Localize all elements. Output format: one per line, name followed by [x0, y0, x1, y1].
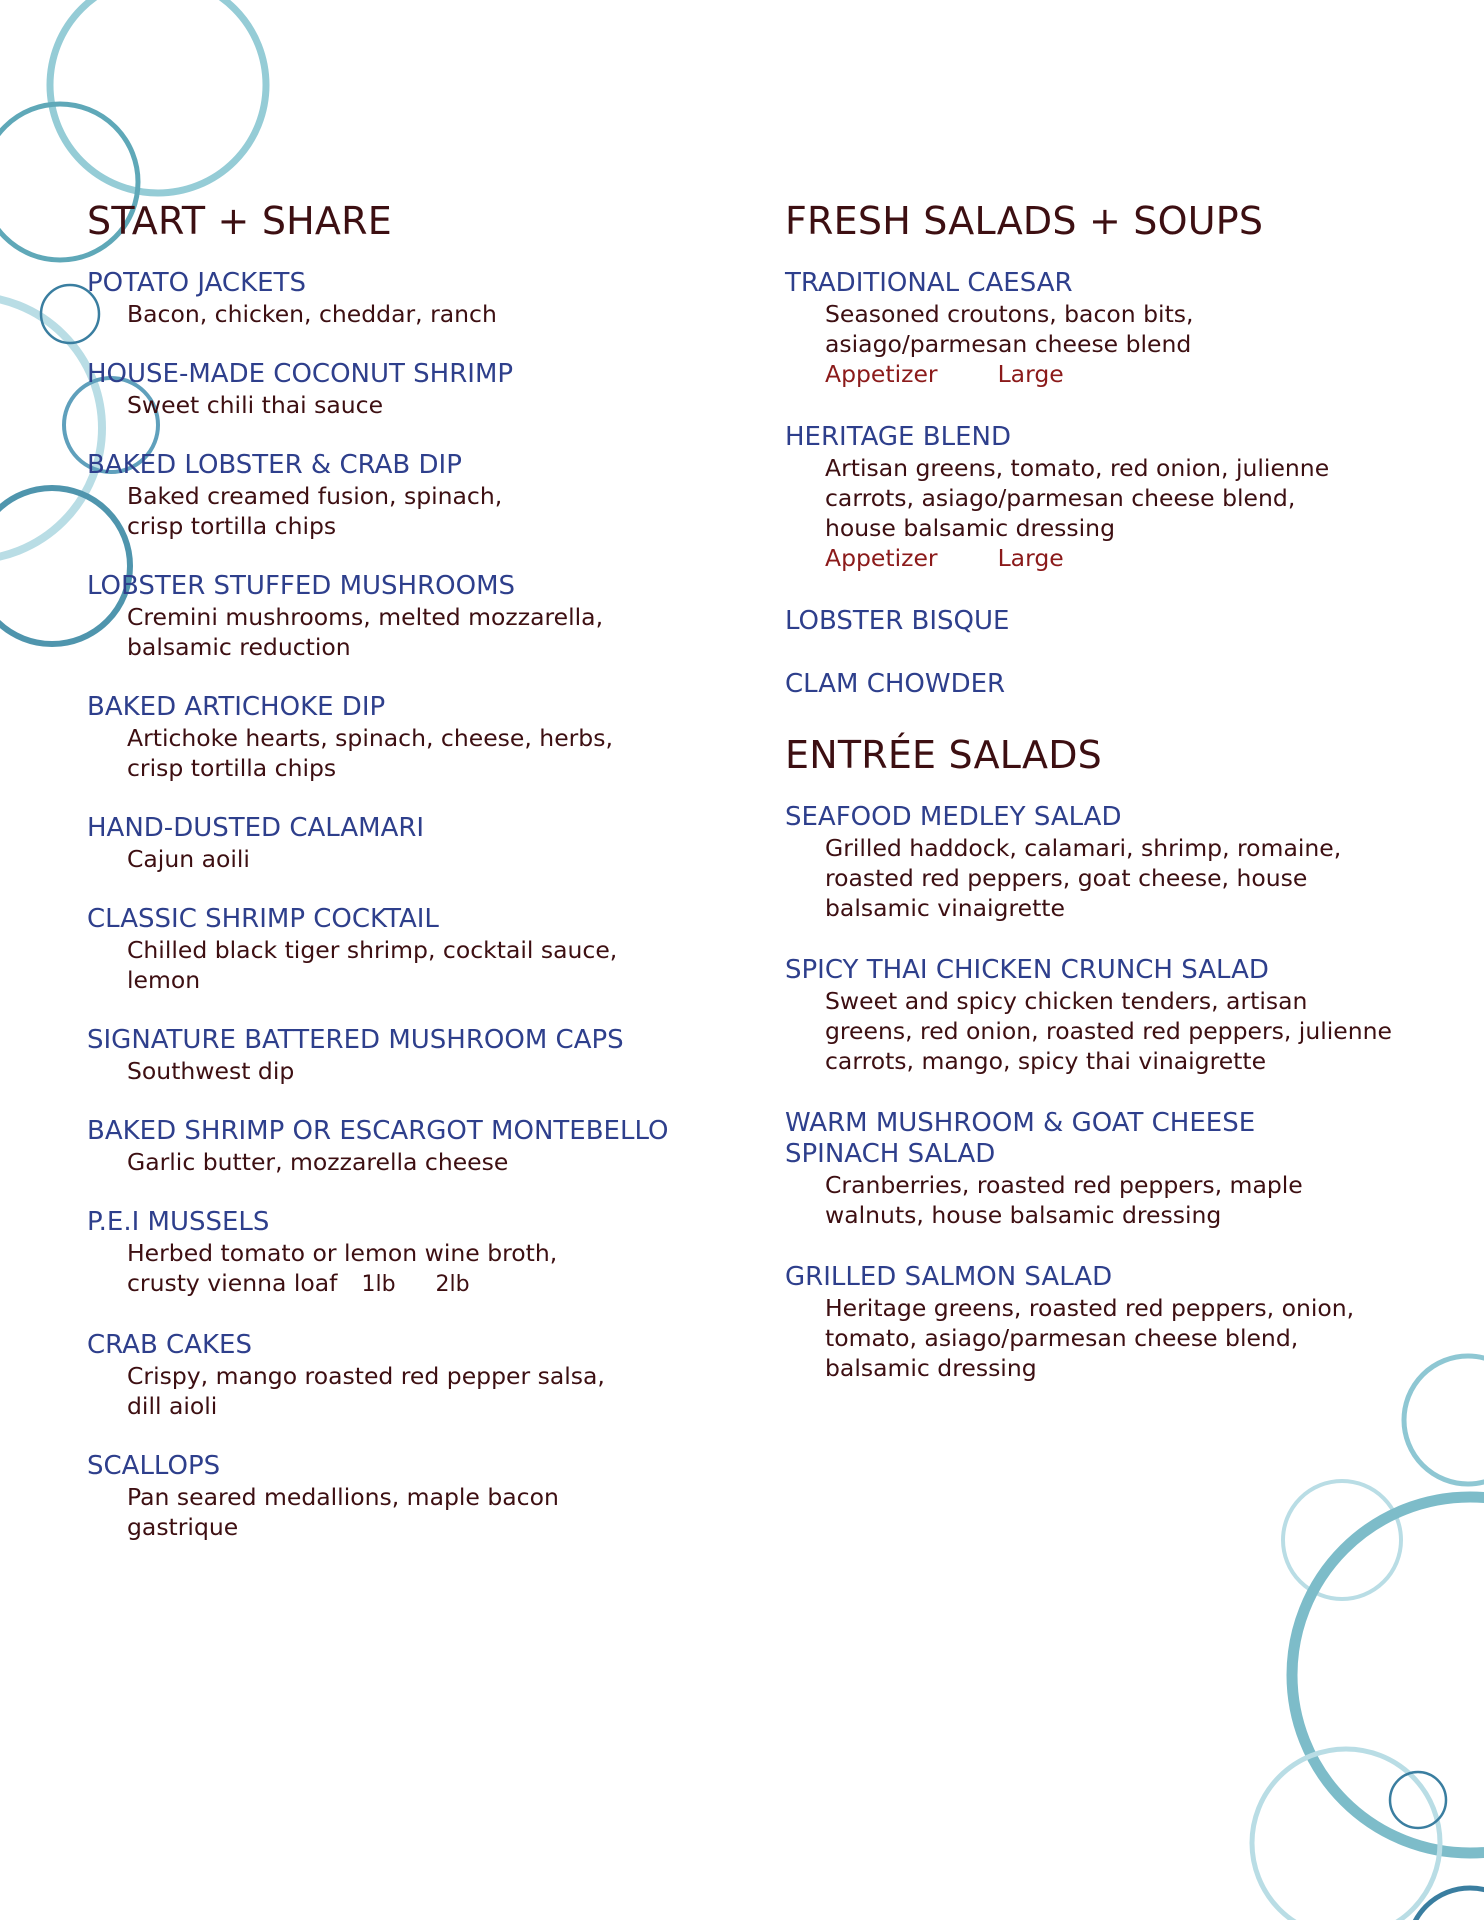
item-description: [87, 1361, 697, 1421]
item-description: [785, 986, 1425, 1076]
menu-item: [87, 1116, 697, 1177]
description-line: Chilled black tiger shrimp, cocktail sauce,: [127, 936, 618, 964]
description-line: Sweet and spicy chicken tenders, artisan: [825, 987, 1308, 1015]
section-title-fresh-salads-soups: FRESH SALADS + SOUPS: [785, 199, 1264, 243]
menu-item: [785, 1262, 1425, 1383]
item-description: [785, 1293, 1425, 1383]
description-line: Grilled haddock, calamari, shrimp, romaine,: [825, 834, 1342, 862]
item-name: TRADITIONAL CAESAR: [785, 268, 1073, 298]
section-title-start-share: START + SHARE: [87, 199, 392, 243]
circle-decoration: [1252, 1749, 1440, 1920]
circle-decoration: [50, 0, 266, 193]
description-line: balsamic reduction: [127, 633, 351, 661]
description-line: Bacon, chicken, cheddar, ranch: [127, 300, 497, 328]
item-name: CRAB CAKES: [87, 1330, 252, 1360]
item-description: [785, 453, 1425, 543]
description-line: Artisan greens, tomato, red onion, julienne: [825, 454, 1330, 482]
section-title-entree-salads: ENTRÉE SALADS: [785, 733, 1102, 777]
menu-item: [785, 955, 1425, 1076]
circle-decoration: [1408, 1888, 1484, 1920]
menu-item: [87, 904, 697, 995]
description-line: Garlic butter, mozzarella cheese: [127, 1148, 509, 1176]
item-name: HOUSE-MADE COCONUT SHRIMP: [87, 359, 514, 389]
item-description: [87, 1147, 697, 1177]
description-line: crisp tortilla chips: [127, 754, 337, 782]
description-line: Baked creamed fusion, spinach,: [127, 482, 503, 510]
menu-item: [87, 1330, 697, 1421]
description-line: Cremini mushrooms, melted mozzarella,: [127, 603, 604, 631]
item-name: SPICY THAI CHICKEN CRUNCH SALAD: [785, 955, 1269, 985]
item-description: [87, 481, 697, 541]
item-name: LOBSTER BISQUE: [785, 606, 1010, 636]
item-name: P.E.I MUSSELS: [87, 1207, 270, 1237]
item-name: [785, 1108, 1425, 1170]
menu-item: [87, 268, 697, 329]
description-line: Pan seared medallions, maple bacon: [127, 1483, 559, 1511]
start-share-column: [87, 198, 697, 1542]
item-description: [87, 935, 697, 995]
item-name: SIGNATURE BATTERED MUSHROOM CAPS: [87, 1025, 624, 1055]
description-text: crusty vienna loaf: [127, 1269, 338, 1297]
description-line: asiago/parmesan cheese blend: [825, 330, 1192, 358]
description-line: dill aioli: [127, 1392, 218, 1420]
menu-item: [785, 422, 1425, 574]
menu-item: [785, 268, 1425, 390]
item-description: [87, 844, 697, 874]
menu-item: [87, 450, 697, 541]
description-line: [127, 1268, 697, 1300]
item-name-line: SPINACH SALAD: [785, 1139, 996, 1169]
menu-item: [87, 359, 697, 420]
size-1lb: 1lb: [361, 1272, 396, 1297]
description-line: Southwest dip: [127, 1057, 295, 1085]
description-line: tomato, asiago/parmesan cheese blend,: [825, 1324, 1299, 1352]
description-line: Artichoke hearts, spinach, cheese, herbs,: [127, 724, 613, 752]
item-name: CLASSIC SHRIMP COCKTAIL: [87, 904, 439, 934]
item-description: [87, 390, 697, 420]
menu-item: [785, 802, 1425, 923]
item-name: HAND-DUSTED CALAMARI: [87, 813, 425, 843]
description-line: roasted red peppers, goat cheese, house: [825, 864, 1308, 892]
menu-item: [87, 1207, 697, 1300]
salads-soups-column: [785, 198, 1425, 1383]
description-line: walnuts, house balsamic dressing: [825, 1201, 1222, 1229]
circle-decoration: [1390, 1772, 1446, 1828]
item-description: [87, 1056, 697, 1086]
item-description: [785, 1170, 1425, 1230]
item-name: BAKED LOBSTER & CRAB DIP: [87, 450, 462, 480]
item-name: SEAFOOD MEDLEY SALAD: [785, 802, 1122, 832]
description-line: Cajun aoili: [127, 845, 250, 873]
menu-item: [785, 606, 1425, 637]
description-line: greens, red onion, roasted red peppers, julienne: [825, 1017, 1392, 1045]
description-line: balsamic vinaigrette: [825, 894, 1065, 922]
size-appetizer: Appetizer: [825, 360, 938, 388]
item-description: [87, 602, 697, 662]
size-options: [785, 359, 1425, 390]
item-description: [87, 299, 697, 329]
description-line: Cranberries, roasted red peppers, maple: [825, 1171, 1303, 1199]
item-name: LOBSTER STUFFED MUSHROOMS: [87, 571, 516, 601]
menu-item: [785, 669, 1425, 700]
circle-decoration: [1283, 1481, 1401, 1599]
description-line: Heritage greens, roasted red peppers, onion,: [825, 1294, 1355, 1322]
description-line: crisp tortilla chips: [127, 512, 337, 540]
circle-decoration: [1292, 1497, 1484, 1853]
menu-item: [87, 692, 697, 783]
menu-item: [87, 1451, 697, 1542]
description-line: Crispy, mango roasted red pepper salsa,: [127, 1362, 605, 1390]
size-appetizer: Appetizer: [825, 544, 938, 572]
item-name: CLAM CHOWDER: [785, 669, 1006, 699]
description-line: Sweet chili thai sauce: [127, 391, 384, 419]
item-description: [87, 1238, 697, 1300]
item-name: BAKED ARTICHOKE DIP: [87, 692, 386, 722]
description-line: carrots, mango, spicy thai vinaigrette: [825, 1047, 1267, 1075]
menu-item: [87, 1025, 697, 1086]
item-name: HERITAGE BLEND: [785, 422, 1011, 452]
description-line: balsamic dressing: [825, 1354, 1037, 1382]
item-name: SCALLOPS: [87, 1451, 221, 1481]
size-large: Large: [997, 360, 1064, 388]
item-description: [87, 723, 697, 783]
item-name: BAKED SHRIMP OR ESCARGOT MONTEBELLO: [87, 1116, 669, 1146]
item-name: GRILLED SALMON SALAD: [785, 1262, 1113, 1292]
description-line: Herbed tomato or lemon wine broth,: [127, 1239, 558, 1267]
description-line: lemon: [127, 966, 201, 994]
item-description: [785, 299, 1425, 359]
menu-item: [785, 1108, 1425, 1230]
size-large: Large: [997, 544, 1064, 572]
item-description: [87, 1482, 697, 1542]
description-line: Seasoned croutons, bacon bits,: [825, 300, 1194, 328]
item-name: POTATO JACKETS: [87, 268, 306, 298]
description-line: house balsamic dressing: [825, 514, 1115, 542]
item-description: [785, 833, 1425, 923]
menu-item: [87, 813, 697, 874]
description-line: gastrique: [127, 1513, 239, 1541]
size-options: [785, 543, 1425, 574]
size-2lb: 2lb: [435, 1272, 470, 1297]
menu-item: [87, 571, 697, 662]
item-name-line: WARM MUSHROOM & GOAT CHEESE: [785, 1108, 1256, 1138]
description-line: carrots, asiago/parmesan cheese blend,: [825, 484, 1296, 512]
